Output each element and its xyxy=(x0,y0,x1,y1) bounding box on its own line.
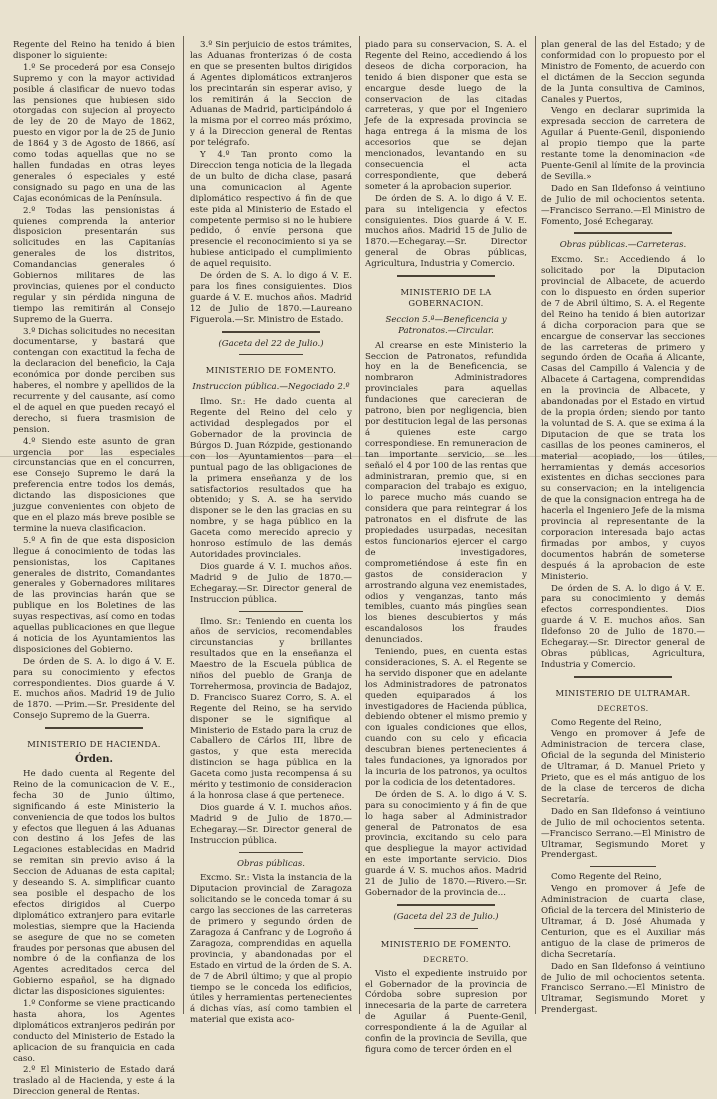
ministry-heading: MINISTERIO DE FOMENTO. xyxy=(380,938,512,949)
section-separator xyxy=(397,275,494,277)
ministry-heading: MINISTERIO DE LA GOBERNACION. xyxy=(400,287,492,308)
article-paragraph: 2.º Todas las pensionistas á quienes comprenda la anterior disposicion presentarán sus solicitudes en las Capitanías generales de los distritos, Comandancias generales ó Gobiernos militares de las provincias, quienes por el conducto regular y sin pérdida ninguna de tiempo las remitirán al Consejo Supremo de la Guerra. xyxy=(13,205,175,325)
article-paragraph: Dios guarde á V. I. muchos años. Madrid 9 de Julio de 1870.—Echegaray.—Sr. Director general de Instruccion pública. xyxy=(190,561,352,605)
article-paragraph: De órden de S. A. lo digo á V. E. para su conocimiento y demás efectos correspondientes. Dios guarde á V. E. muchos años. San Ildefonso 20 de Julio de 1870.—Echegaray.—Sr. Director general de Obras públicas, Agricultura, Industria y Comercio. xyxy=(541,583,705,670)
article-paragraph: Excmo. Sr.: Vista la instancia de la Diputacion provincial de Zaragoza solicitando se le conceda tomar á su cargo las secciones de las carreteras de primero y segundo órden de Zaragoza á Canfranc y de Logroño á Zaragoza, comprendidas en aquella provincia, y abandonadas por el Estado en virtud de la órden de S. A. de 7 de Abril último; y que al propio tiempo se le conceda los edificios, útiles y herramientas pertenecientes á dichas vías, así como tambien el material que exista aco- xyxy=(190,873,352,1026)
section-subheading: (Gaceta del 22 de Julio.) xyxy=(218,338,324,349)
article-paragraph: 1.º Se procederá por esa Consejo Supremo y con la mayor actividad posible á clasificar de nuevo todas las pensiones que hubiesen sido otorgadas con sujecion al proyecto de ley de 20 de Mayo de 1862, puesto en vigor por la de 25 de Junio de 1864 y 3 de Agosto de 1866, así como todas aquellas que no se hallen fundadas en otras leyes generales ó especiales y esté consignado su pago en una de las Cajas económicas de la Península. xyxy=(13,62,175,204)
section-separator xyxy=(397,904,494,906)
article-paragraph: He dado cuenta al Regente del Reino de la comunicacion de V. E., fecha 30 de Junio último, significando á este Ministerio la conveniencia de que todos los bultos y efectos que lleguen á las Aduanas con destino á los Jefes de las Legaciones establecidas en Madrid se remitan sin previo aviso á la Seccion de Aduanas de esta capital; y deseando S. A. simplificar cuanto sea posible el despacho de los efectos dirigidos al Cuerpo diplomático extranjero para evitarle molestias, siempre que la Hacienda se asegure de que no se cometen fraudes por personas que abusen del nombre ó de la confianza de los Agentes acreditados cerca del Gobierno español, se ha dignado dictar las disposiciones siguientes: xyxy=(13,769,175,998)
article-paragraph: Teniendo, pues, en cuenta estas consideraciones, S. A. el Regente se ha servido disponer que en adelante los Administradores de patronatos queden equiparados á los investigadores de Hacienda pública, debiendo obtener el mismo premio y con iguales condiciones que ellos, cuando con su celo y eficacia descubran bienes pertenecientes á tales fundaciones, ya ignorados por la incuria de los patronos, ya ocultos por la codicia de los detentadores. xyxy=(365,647,527,788)
decree-heading: DECRETOS. xyxy=(597,703,649,713)
column-1 xyxy=(13,40,175,1099)
article-paragraph: 3.º Sin perjuicio de estos trámites, las Aduanas fronterizas ó de costa en que se presenten bultos dirigidos á Agentes diplomáticos extranjeros los precintarán sin esperar aviso, y los remitirán á la Seccion de Aduanas de Madrid, participándolo á la misma por el correo más próximo, y á la Direccion general de Rentas por telégrafo. xyxy=(190,40,352,149)
section-separator xyxy=(574,676,672,678)
article-paragraph: plan general de las del Estado; y de conformidad con lo propuesto por el Ministro de Fomento, de acuerdo con el dictámen de la Seccion segunda de la Junta consultiva de Caminos, Canales y Puertos, xyxy=(541,40,705,105)
article-paragraph: Dado en San Ildefonso á veintiuno de Julio de mil ochocientos setenta. —Francisco Serrano.—El Ministro de Ultramar, Segismundo Moret y Prendergast. xyxy=(541,806,705,861)
decree-heading: DECRETO. xyxy=(423,954,469,964)
article-paragraph: 1.º Conforme se viene practicando hasta ahora, los Agentes diplomáticos extranjeros pedirán por conducto del Ministerio de Estado la aplicacion de su franquicia en cada caso. xyxy=(13,999,175,1064)
article-paragraph: Visto el expediente instruido por el Gobernador de la provincia de Córdoba sobre supresion por innecesaria de la parte de carretera de Aguilar á Puente-Genil, correspondiente á la de Aguilar al confin de la provincia de Sevilla, que figura como de tercer órden en el xyxy=(365,968,527,1055)
article-paragraph: De órden de S. A. lo digo á V. E. para su inteligencia y efectos consiguientes. Dios guarde á V. E. muchos años. Madrid 15 de Julio de 1870.—Echegaray.—Sr. Director general de Obras públicas, Agricultura, Industria y Comercio. xyxy=(365,193,527,270)
article-paragraph: Vengo en promover á Jefe de Administracion de tercera clase, Oficial de la segunda del Ministerio de Ultramar, á D. Manuel Prieto y Prieto, que es el más antiguo de los de la clase de terceros de dicha Secretaría. xyxy=(541,729,705,805)
article-paragraph: Como Regente del Reino, xyxy=(551,872,662,883)
column-divider xyxy=(183,36,184,1014)
article-paragraph: Vengo en promover á Jefe de Administracion de cuarta clase, Oficial de la tercera del Ministerio de Ultramar, á D. José Ahumada y Centurion, que es el Auxiliar más antiguo de la clase de primeros de dicha Secretaría. xyxy=(541,884,705,960)
article-paragraph: 5.º A fin de que esta disposicion llegue á conocimiento de todas las pensionistas, los Capitanes generales de distrito, Comandantes generales y Gobernadores militares de las provincias harán que se publique en los Boletines de las suyas respectivas, así como en todas aquellas publicaciones en que llegue á noticia de los Ayuntamientos las disposiciones del Gobierno. xyxy=(13,535,175,655)
column-divider xyxy=(535,36,536,1014)
section-separator xyxy=(239,611,304,612)
article-paragraph: Dios guarde á V. I. muchos años. Madrid 9 de Julio de 1870.—Echegaray.—Sr. Director general de Instruccion pública. xyxy=(190,802,352,846)
article-paragraph: Al crearse en este Ministerio la Seccion de Patronatos, refundida hoy en la de Beneficencia, se nombraron Administradores provinciales para aquellas fundaciones que carecieran de patrono, bien por negligencia, bien por destitucion legal de las personas á quienes este cargo correspondiese. En remuneracion de tan importante servicio, se les señaló el 4 por 100 de las rentas que administraran, premio que, si en comparacion del trabajo es exiguo, lo parece mucho más cuando se considera que para reintegrar á los patronatos en el disfrute de las propiedades usurpadas, necesitan estos funcionarios ejercer el cargo de investigadores, comprometiéndose á este fin en gastos de consideracion y arrostrando alguna vez enemistades, odios y venganzas, tanto más temibles, cuanto más pingües sean los bienes descubiertos y más escandalosos los fraudes denunciados. xyxy=(365,340,527,646)
section-subheading: Obras públicas.—Carreteras. xyxy=(559,240,687,251)
article-paragraph: Dado en San Ildefonso á veintiuno de Julio de mil ochocientos setenta. —Francisco Serrano.—El Ministro de Fomento, José Echegaray. xyxy=(541,183,705,227)
article-paragraph: Ilmo. Sr.: He dado cuenta al Regente del Reino del celo y actividad desplegados por el Gobernador de la provincia de Búrgos D. Juan Rózpide, gestionando con los Ayuntamientos para el puntual pago de las obligaciones de la primera enseñanza y de los satisfactorios resultados que ha obtenido; y S. A. se ha servido disponer se le den las gracias en su nombre, y se haga público en la Gaceta como merecido aprecio y honroso estímulo de las demás Autoridades provinciales. xyxy=(190,397,352,560)
section-subheading: Seccion 5.ª—Beneficencia y Patronatos.—Circular. xyxy=(385,314,507,336)
article-paragraph: De órden de S. A. lo digo á V. E. para los fines consiguientes. Dios guarde á V. E. muchos años. Madrid 12 de Julio de 1870.—Laureano Figuerola.—Sr. Ministro de Estado. xyxy=(190,271,352,325)
section-separator xyxy=(45,727,142,729)
section-separator xyxy=(414,928,479,929)
article-paragraph: Vengo en declarar suprimida la expresada seccion de carretera de Aguilar á Puente-Genil, disponiendo al propio tiempo que la parte restante tome la denominacion «de Puente-Genil al límite de la provincia de Sevilla.» xyxy=(541,106,705,182)
ministry-heading: MINISTERIO DE FOMENTO. xyxy=(205,365,337,376)
article-paragraph: 2.º El Ministerio de Estado dará traslado al de Hacienda, y este á la Direccion general de Rentas. xyxy=(13,1065,175,1098)
section-separator xyxy=(222,331,319,333)
section-subheading: Instruccion pública.—Negociado 2.º xyxy=(192,382,350,393)
section-separator xyxy=(239,354,304,355)
article-paragraph: Y 4.º Tan pronto como la Direccion tenga noticia de la llegada de un bulto de dicha clase, pasará una comunicacion al Agente diplomático respectivo á fin de que este pida al Ministerio de Estado el competente permiso si no le hubiere pedido, ó envíe persona que presencie el reconocimiento si ya se hubiese anticipado el cumplimiento de aquel requisito. xyxy=(190,150,352,270)
article-paragraph: Excmo. Sr.: Accediendo á lo solicitado por la Diputacion provincial de Albacete, de acuerdo con lo dispuesto en órden superior de 7 de Abril último, S. A. el Regente del Reino ha tenido á bien autorizar á dicha corporacion para que se encargue de conservar las secciones de las carreteras de primero y segundo órden de Ocaña á Alicante, Casas del Campillo á Valencia y de Albacete á Cartagena, comprendidas en la provincia de Albacete, y abandonadas por el Estado en virtud de la propia órden; siendo por tanto la voluntad de S. A. que se exima á la Diputacion de que se trata los casillas de los peones camineros, el material acopiado, los útiles, herramientas y demás accesorios existentes en dichas secciones para su conservacion; en la inteligencia de que la consignacion entrega ha de hacerla el Ingeniero Jefe de la misma provincia al representante de la corporacion interesada bajo actas firmadas por ambos, y cuyos documentos habrán de someterse después á la aprobacion de este Ministerio. xyxy=(541,255,705,582)
section-subheading: Obras públicas. xyxy=(236,858,306,869)
article-paragraph: Ilmo. Sr.: Teniendo en cuenta los años de servicios, recomendables circunstancias y brillantes resultados que en la enseñanza el Maestro de la Escuela pública de niños del pueblo de Granja de Torrehermosa, provincia de Badajoz, D. Francisco Suarez Corro, S. A. el Regente del Reino, se ha servido disponer se le signifique al Ministerio de Estado para la cruz de Caballero de Cárlos III, libre de gastos, y que esta merecida distincion se haga pública en la Gaceta como justa recompensa á su mérito y testimonio de consideracion á la honrosa clase á que pertenece. xyxy=(190,616,352,801)
ministry-heading: MINISTERIO DE HACIENDA. xyxy=(27,739,161,750)
article-paragraph: Dado en San Ildefonso á veintiuno de Julio de mil ochocientos setenta. Francisco Serrano.—El Ministro de Ultramar, Segismundo Moret y Prendergast. xyxy=(541,961,705,1016)
article-paragraph: 3.º Dichas solicitudes no necesitan documentarse, y bastará que contengan con exactitud la fecha de la declaracion del beneficio, la Caja económica por donde perciben sus haberes, el nombre y apellidos de la recurrente y del causante, así como el de aquel en que pueden recayó el derecho, si fuera trasmision de pension. xyxy=(13,326,175,435)
section-separator xyxy=(239,852,304,853)
article-paragraph: De órden de S. A. lo digo á V. S. para su conocimiento y á fin de que lo haga saber al Administrador general de Patronatos de esa provincia, excitando su celo para que despliegue la mayor actividad en este importante servicio. Dios guarde á V. S. muchos años. Madrid 21 de Julio de 1870.—Rivero.—Sr. Gobernador de la provincia de... xyxy=(365,789,527,898)
article-paragraph: Como Regente del Reino, xyxy=(551,717,662,728)
orden-heading: Órden. xyxy=(74,754,114,766)
article-paragraph: De órden de S. A. lo digo á V. E. para su conocimiento y efectos correspondientes. Dios guarde á V. E. muchos años. Madrid 19 de Julio de 1870. —Prim.—Sr. Presidente del Consejo Supremo de la Guerra. xyxy=(13,656,175,722)
column-2 xyxy=(190,40,352,1027)
article-paragraph: piado para su conservacion, S. A. el Regente del Reino, accediendo á los deseos de dicha corporacion, ha tenido á bien disponer que esta se encargue desde luego de la conservacion de las citadas carreteras, y que por el Ingeniero Jefe de la expresada provincia se haga entrega á la misma de los accesorios que se dejan mencionados, levantando en su consecuencia el acta correspondiente, que deberá someter á la aprobacion superior. xyxy=(365,40,527,192)
article-paragraph: 4.º Siendo este asunto de gran urgencia por las especiales circunstancias que en el concurren, ese Consejo Supremo le dará la preferencia entre todos los demás, dictando las disposiciones que juzgue convenientes con objeto de que en el plazo más breve posible se termine la nueva clasificacion. xyxy=(13,436,175,534)
section-separator xyxy=(574,232,672,234)
ministry-heading: MINISTERIO DE ULTRAMAR. xyxy=(555,687,691,698)
column-3 xyxy=(365,40,527,1057)
section-separator xyxy=(590,866,656,867)
column-divider xyxy=(359,36,360,1014)
column-4 xyxy=(541,40,705,1017)
section-subheading: (Gaceta del 23 de Julio.) xyxy=(393,911,499,922)
article-paragraph: Regente del Reino ha tenido á bien disponer lo siguiente: xyxy=(13,40,175,61)
